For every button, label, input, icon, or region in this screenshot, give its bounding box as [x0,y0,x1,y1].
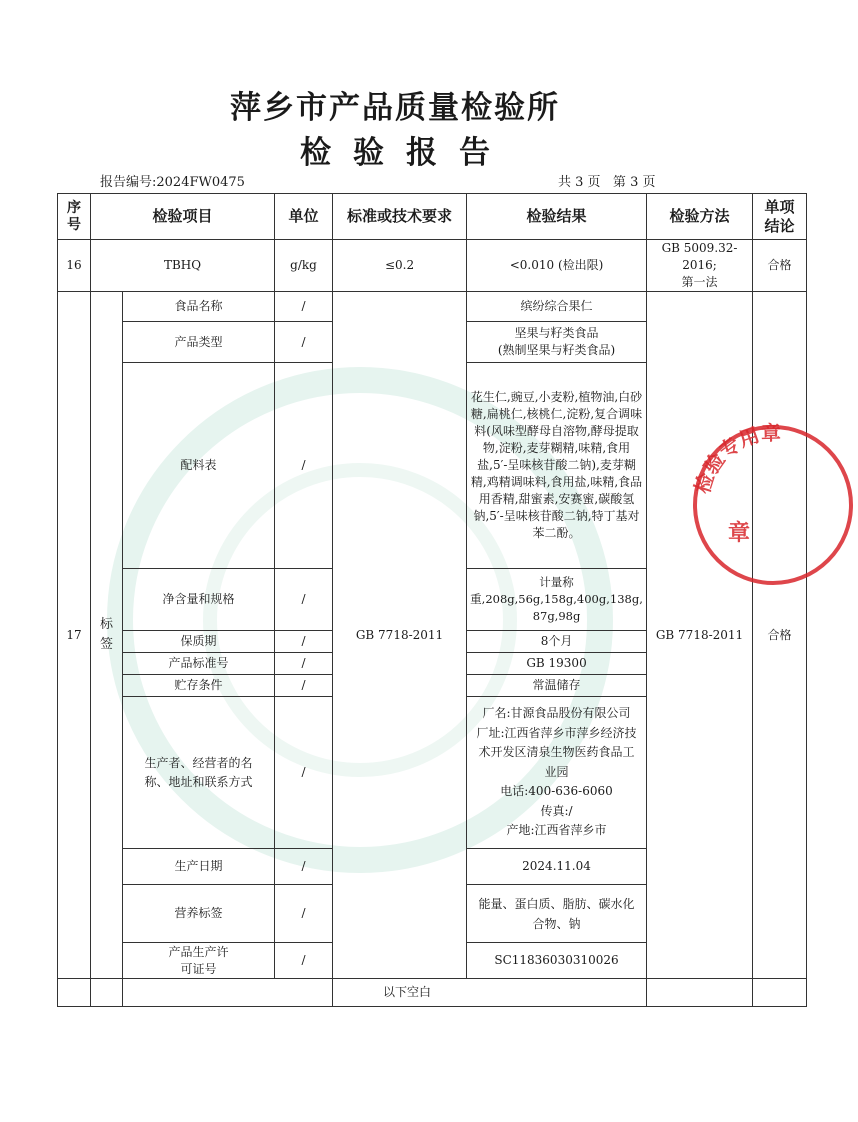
svg-text:检验专用章: 检验专用章 [689,420,782,497]
row17-standard: GB 7718-2011 [333,292,467,979]
inspection-table [57,193,807,1007]
net-content-line1: 计量称 [539,575,574,589]
row17-result-ingredients: 花生仁,豌豆,小麦粉,植物油,白砂糖,扁桃仁,核桃仁,淀粉,复合调味料(风味型酵母自溶物,酵母提取物,淀粉,麦芽糊精,味精,食用盐,5′-呈味核苷酸二钠),麦芽糊精,鸡精调味料,食用盐,味精,食品用香精,甜蜜素,安赛蜜,碳酸氢钠,5′-呈味核苷酸二钠,特丁基对苯二酚。 [467,363,647,569]
row17-unit-shelf-life: / [275,631,333,653]
row16-method [647,240,753,292]
producer-fax: 传真:/ [540,803,573,818]
header-standard: 标准或技术要求 [333,194,467,240]
row17-unit-producer: / [275,697,333,849]
row16-result: <0.010 (检出限) [467,240,647,292]
row17-item-product-type: 产品类型 [123,322,275,363]
header-item: 检验项目 [91,194,275,240]
table-row [58,240,807,292]
row16-conclusion: 合格 [753,240,807,292]
table-footer-row [58,979,807,1007]
row16-method-line1: GB 5009.32-2016; [661,241,738,272]
row17-item-producer: 生产者、经营者的名称、地址和联系方式 [123,697,275,849]
row17-seq: 17 [58,292,91,979]
row17-unit-ingredients: / [275,363,333,569]
row17-item-food-name: 食品名称 [123,292,275,322]
footer-empty-3 [123,979,333,1007]
row16-seq: 16 [58,240,91,292]
row17-item-license: 产品生产许可证号 [123,943,275,979]
row17-unit-product-type: / [275,322,333,363]
row17-unit-food-name: / [275,292,333,322]
row17-result-license: SC11836030310026 [467,943,647,979]
producer-origin: 产地:江西省萍乡市 [506,823,607,838]
row17-unit-nutrition: / [275,885,333,943]
report-number-value: 2024FW0475 [156,175,245,190]
row17-item-shelf-life: 保质期 [123,631,275,653]
producer-address: 厂址:江西省萍乡市萍乡经济技术开发区清泉生物医药食品工业园 [476,725,637,779]
row17-item-nutrition: 营养标签 [123,885,275,943]
row17-group-label-text: 标签 [99,617,113,652]
header-seq: 序号 [58,194,91,240]
producer-phone: 电话:400-636-6060 [500,784,613,799]
row17-item-production-date: 生产日期 [123,849,275,885]
row17-method: GB 7718-2011 [647,292,753,979]
row17-conclusion: 合格 [753,292,807,979]
row17-unit-license: / [275,943,333,979]
footer-empty-5 [753,979,807,1007]
row16-item: TBHQ [91,240,275,292]
row17-unit-storage: / [275,675,333,697]
row17-result-production-date: 2024.11.04 [467,849,647,885]
footer-empty-4 [647,979,753,1007]
row17-unit-production-date: / [275,849,333,885]
row17-unit-net-content: / [275,569,333,631]
row17-item-ingredients: 配料表 [123,363,275,569]
row17-group-label [91,292,123,979]
row17-item-net-content: 净含量和规格 [123,569,275,631]
header-method: 检验方法 [647,194,753,240]
product-type-line1: 坚果与籽类食品 [514,326,599,340]
footer-blank-note [333,979,647,1007]
footer-blank-note-text: 以下空白 [383,985,432,999]
row16-standard: ≤0.2 [333,240,467,292]
row17-result-nutrition: 能量、蛋白质、脂肪、碳水化合物、钠 [467,885,647,943]
org-title: 萍乡市产品质量检验所 [230,90,560,126]
header-conclusion: 单项结论 [753,194,807,240]
row17-result-producer [467,697,647,849]
row17-result-storage: 常温储存 [467,675,647,697]
row17-result-shelf-life: 8个月 [467,631,647,653]
row17-result-food-name: 缤纷综合果仁 [467,292,647,322]
producer-name: 厂名:甘源食品股份有限公司 [482,706,631,721]
row16-method-line2: 第一法 [681,275,718,289]
report-number-label: 报告编号: [100,175,157,190]
header-result: 检验结果 [467,194,647,240]
row17-item-storage: 贮存条件 [123,675,275,697]
net-content-line3: 87g,98g [532,609,581,623]
page-info: 共 3 页 第 3 页 [558,175,656,190]
row17-result-product-type [467,322,647,363]
row16-unit: g/kg [275,240,333,292]
row17-result-standard-no: GB 19300 [467,653,647,675]
product-type-line2: (熟制坚果与籽类食品) [497,343,616,357]
svg-text:章: 章 [728,521,751,546]
table-row [58,292,807,322]
row17-result-net-content [467,569,647,631]
table-header-row [58,194,807,240]
footer-empty-1 [58,979,91,1007]
footer-empty-2 [91,979,123,1007]
net-content-line2: 重,208g,56g,158g,400g,138g, [470,592,643,606]
report-number [100,171,245,190]
row17-unit-standard-no: / [275,653,333,675]
header-unit: 单位 [275,194,333,240]
row17-item-standard-no: 产品标准号 [123,653,275,675]
doc-title: 检验报告 [300,135,512,171]
